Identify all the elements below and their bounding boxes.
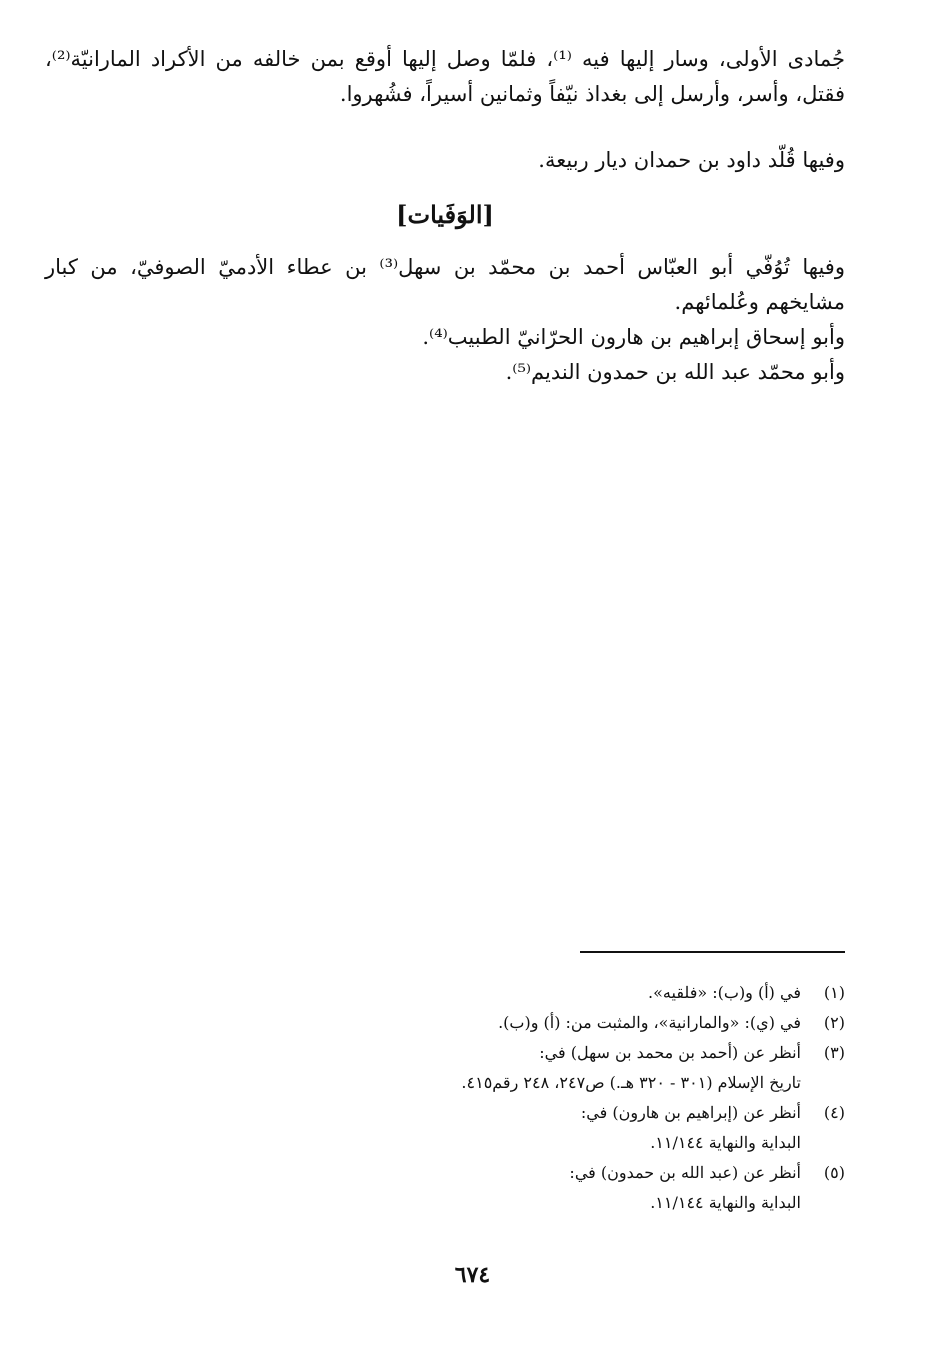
paragraph-appointment: وفيها قُلّد داود بن حمدان ديار ربيعة.: [538, 148, 845, 172]
footnote-number: (٥): [823, 1163, 845, 1182]
footnote-item: [85, 1098, 845, 1158]
footnotes-list: [85, 978, 845, 1218]
footnote-number: (١): [823, 983, 845, 1002]
footnote-divider: [580, 951, 845, 953]
footnote-source: البداية والنهاية ١١/١٤٤.: [650, 1133, 801, 1152]
footnote-item: [85, 1158, 845, 1218]
paragraph-events: جُمادى الأولى، وسار إليها فيه ⁽¹⁾، فلمّا وصل إليها أوقع بمن خالفه من الأكراد المارانيّة⁽²⁾، فقتل، وأسر، وأرسل إلى بغداذ نيّفاً وثمانين أسيراً، فشُهروا.: [45, 47, 845, 106]
death-entry-abdallah: وأبو محمّد عبد الله بن حمدون النديم⁽⁵⁾.: [505, 360, 845, 384]
footnote-number: (٣): [823, 1043, 845, 1062]
footnote-number: (٤): [823, 1103, 845, 1122]
footnote-item: [85, 1008, 845, 1038]
footnote-item: [85, 1038, 845, 1098]
section-heading-deaths: [الوَفَيات]: [396, 200, 494, 229]
footnote-text: في (ي): «والمارانية»، والمثبت من: (أ) و(ب).: [498, 1013, 801, 1032]
page-number: ٦٧٤: [454, 1262, 491, 1288]
death-entry-ibrahim: وأبو إسحاق إبراهيم بن هارون الحرّانيّ الطبيب⁽⁴⁾.: [422, 325, 845, 349]
footnote-text: في (أ) و(ب): «فلقيه».: [648, 983, 801, 1002]
footnote-source: تاريخ الإسلام (٣٠١ - ٣٢٠ هـ.) ص٢٤٧، ٢٤٨ رقم٤١٥.: [461, 1073, 801, 1092]
footnote-number: (٢): [823, 1013, 845, 1032]
footnote-text: أنظر عن (إبراهيم بن هارون) في:: [580, 1103, 801, 1122]
footnote-source: البداية والنهاية ١١/١٤٤.: [650, 1193, 801, 1212]
deaths-section: [45, 250, 845, 390]
footnote-item: [85, 978, 845, 1008]
footnote-text: أنظر عن (عبد الله بن حمدون) في:: [569, 1163, 801, 1182]
death-entry-ahmad: وفيها تُوُفّي أبو العبّاس أحمد بن محمّد بن سهل⁽³⁾ بن عطاء الأدميّ الصوفيّ، من كبار مشايخهم وعُلمائهم.: [45, 255, 845, 314]
footnote-text: أنظر عن (أحمد بن محمد بن سهل) في:: [539, 1043, 801, 1062]
